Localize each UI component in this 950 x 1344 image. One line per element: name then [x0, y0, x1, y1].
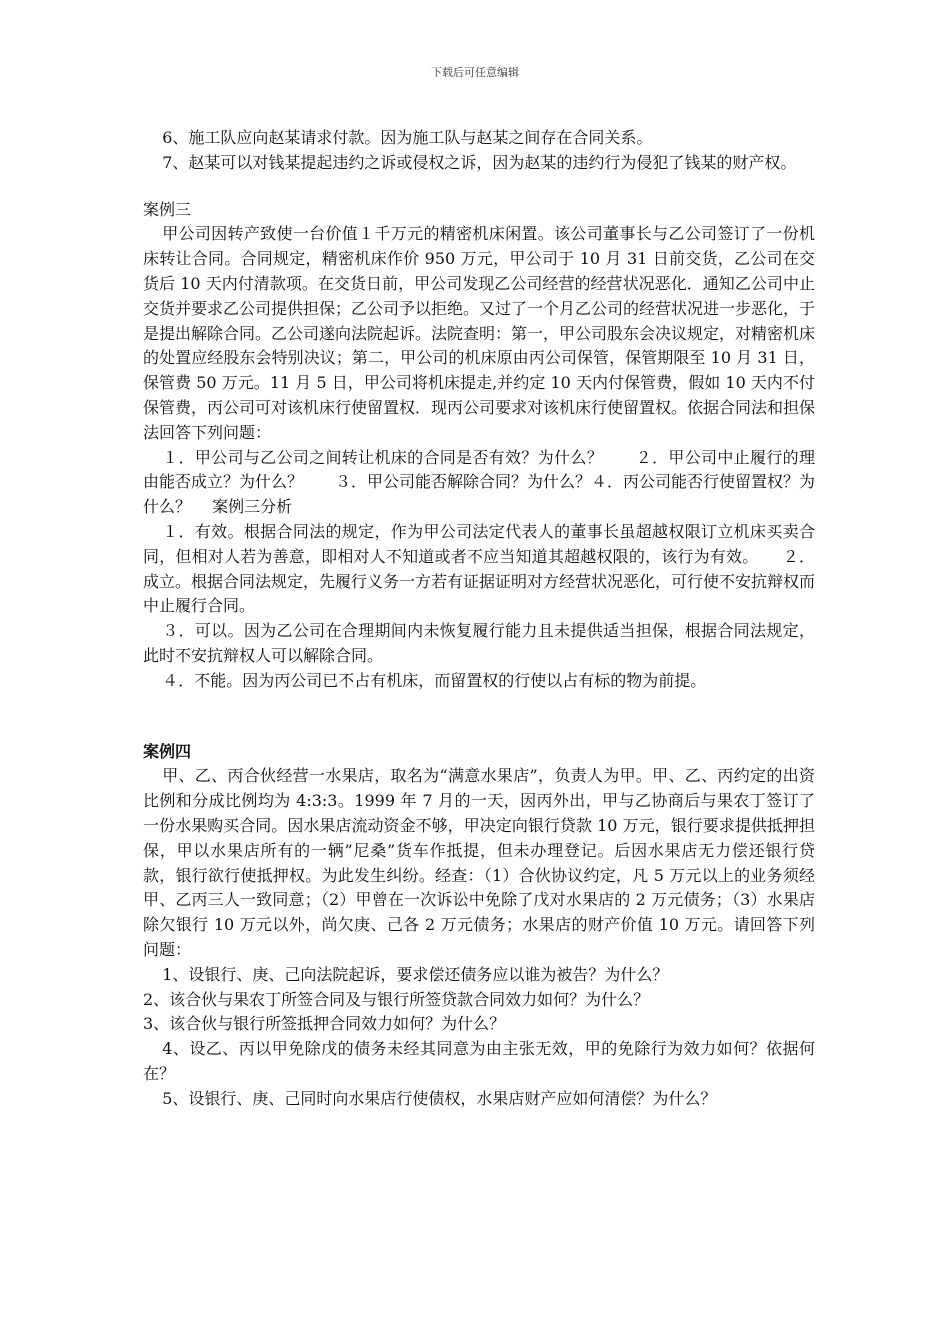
- paragraph: 7、赵某可以对钱某提起违约之诉或侵权之诉，因为赵某的违约行为侵犯了钱某的财产权。: [162, 152, 797, 172]
- document-body: [143, 126, 815, 1111]
- case4-question-5: 5、设银行、庚、己同时向水果店行使债权，水果店财产应如何清偿？为什么？: [162, 1088, 717, 1108]
- case4-question-1: 1、设银行、庚、己向法院起诉，要求偿还债务应以谁为被告？为什么？: [162, 964, 669, 984]
- case3-answer-4: ４．不能。因为丙公司已不占有机床，而留置权的行使以占有标的物为前提。: [162, 670, 707, 690]
- paragraph: 6、施工队应向赵某请求付款。因为施工队与赵某之间存在合同关系。: [162, 128, 653, 147]
- case3-title: 案例三: [143, 199, 192, 219]
- case3-answer-3: ３．可以。因为乙公司在合理期间内未恢复履行能力且未提供适当担保，根据合同法规定，此时不安抗辩权人可以解除合同。: [143, 621, 815, 665]
- case3-answer-1-2: １．有效。根据合同法的规定，作为甲公司法定代表人的董事长虽超越权限订立机床买卖合同，但相对人若为善意，即相对人不知道或者不应当知道其超越权限的，该行为有效。 ２．成立。根据合同法规定，先履行义务一方若有证据证明对方经营状况恶化，可行使不安抗辩权而中止履行合同。: [143, 521, 816, 616]
- case4-question-3: 3、该合伙与银行所签抵押合同效力如何？为什么？: [143, 1014, 506, 1034]
- case4-question-2: 2、该合伙与果农丁所签合同及与银行所签贷款合同效力如何？为什么？: [143, 989, 650, 1009]
- page-header: 下载后可任意编辑: [431, 66, 519, 79]
- case4-question-4: 4、设乙、丙以甲免除戊的债务未经其同意为由主张无效，甲的免除行为效力如何？依据何在？: [143, 1039, 815, 1083]
- case3-questions: １．甲公司与乙公司之间转让机床的合同是否有效？为什么？ ２．甲公司中止履行的理由能否成立？为什么？ ３．甲公司能否解除合同？为什么？４．丙公司能否行使留置权？为什么？ 案例三分析: [143, 447, 816, 517]
- case3-body: 甲公司因转产致使一台价值１千万元的精密机床闲置。该公司董事长与乙公司签订了一份机床转让合同。合同规定，精密机床作价 950 万元，甲公司于 10 月 31 日前交货，乙公司在交货后 10 天内付清款项。在交货日前，甲公司发现乙公司经营的经营状况恶化．通知乙公司中止交货并要求乙公司提供担保；乙公司予以拒绝。又过了一个月乙公司的经营状况进一步恶化，于是提出解除合同。乙公司遂向法院起诉。法院查明：第一，甲公司股东会决议规定，对精密机床的处置应经股东会特别决议；第二，甲公司的机床原由丙公司保管，保管期限至 10 月 31 日，保管费 50 万元。11 月 5 日，甲公司将机床提走,并约定 10 天内付保管费，假如 10 天内不付保管费，丙公司可对该机床行使留置权．现丙公司要求对该机床行使留置权。依据合同法和担保法回答下列问题：: [143, 224, 816, 442]
- case4-body: 甲、乙、丙合伙经营一水果店，取名为“满意水果店”，负责人为甲。甲、乙、丙约定的出资比例和分成比例均为 4:3:3。1999 年 7 月的一天，因丙外出，甲与乙协商后与果农丁签订了一份水果购买合同。因水果店流动资金不够，甲决定向银行贷款 10 万元，银行要求提供抵押担保，甲以水果店所有的一辆”尼桑”货车作抵提，但未办理登记。后因水果店无力偿还银行贷款，银行欲行使抵押权。为此发生纠纷。经查：（1）合伙协议约定，凡 5 万元以上的业务须经甲、乙丙三人一致同意；（2）甲曾在一次诉讼中免除了戊对水果店的 2 万元债务；（3）水果店除欠银行 10 万元以外，尚欠庚、己各 2 万元债务；水果店的财产价值 10 万元。请回答下列问题：: [143, 766, 815, 959]
- case4-title: 案例四: [143, 741, 192, 761]
